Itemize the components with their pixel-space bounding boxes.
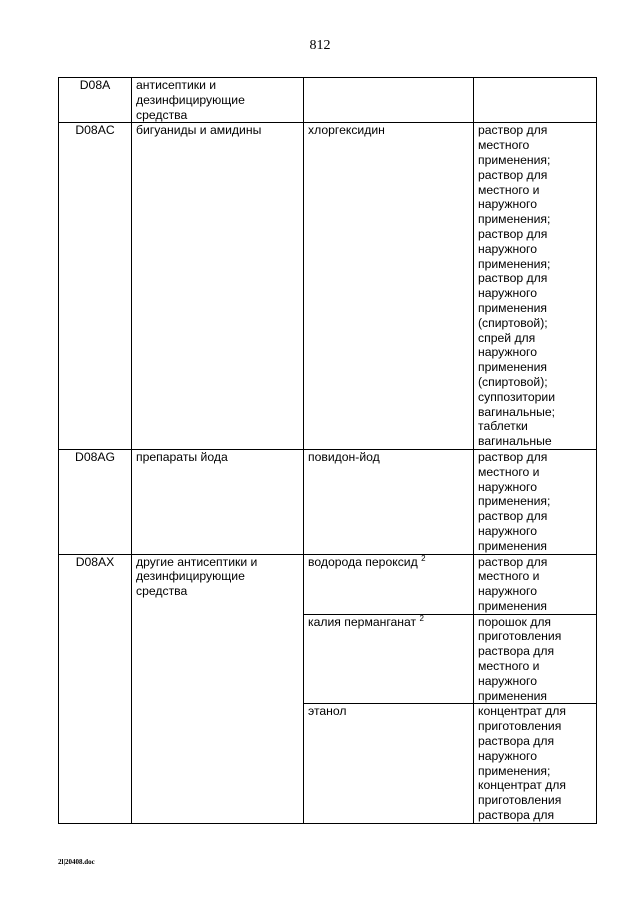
table-row [59, 78, 597, 123]
dosage-form [474, 78, 597, 123]
dosage-form: порошок для приготовления раствора для местного и наружного применения [474, 614, 597, 704]
drug-name-text: калия перманганат [308, 614, 417, 629]
drug-name: повидон-йод [304, 449, 474, 554]
pharmacological-group: антисептики и дезинфицирующие средства [132, 78, 304, 123]
dosage-form: раствор для местного и наружного применения; раствор для наружного применения [474, 449, 597, 554]
drug-name: этанол [304, 704, 474, 823]
pharmacological-group: другие антисептики и дезинфицирующие средства [132, 554, 304, 823]
atc-code: D08AG [59, 449, 132, 554]
drug-name-text: водорода пероксид [308, 554, 418, 569]
dosage-form: раствор для местного применения; раствор для местного и наружного применения; раствор для наружного применения; раствор для наружного применения (спиртовой); спрей для наружного применения (спиртовой); суппозитории вагинальные; таблетки вагинальные [474, 123, 597, 450]
dosage-form: концентрат для приготовления раствора для наружного применения; концентрат для приготовления раствора для [474, 704, 597, 823]
table-row [59, 449, 597, 554]
pharmacological-group: препараты йода [132, 449, 304, 554]
drug-name [304, 78, 474, 123]
dosage-form: раствор для местного и наружного применения [474, 554, 597, 614]
table-row [59, 123, 597, 450]
drug-table [58, 77, 597, 824]
drug-name: хлоргексидин [304, 123, 474, 450]
footnote-marker: 2 [419, 614, 424, 623]
atc-code: D08AX [59, 554, 132, 823]
footer-doc-id: 2l|20408.doc [58, 858, 95, 866]
pharmacological-group: бигуаниды и амидины [132, 123, 304, 450]
table-row [59, 554, 597, 614]
atc-code: D08AC [59, 123, 132, 450]
drug-name [304, 554, 474, 614]
footnote-marker: 2 [421, 554, 426, 563]
drug-name [304, 614, 474, 704]
atc-code: D08A [59, 78, 132, 123]
page-number: 812 [309, 38, 331, 53]
